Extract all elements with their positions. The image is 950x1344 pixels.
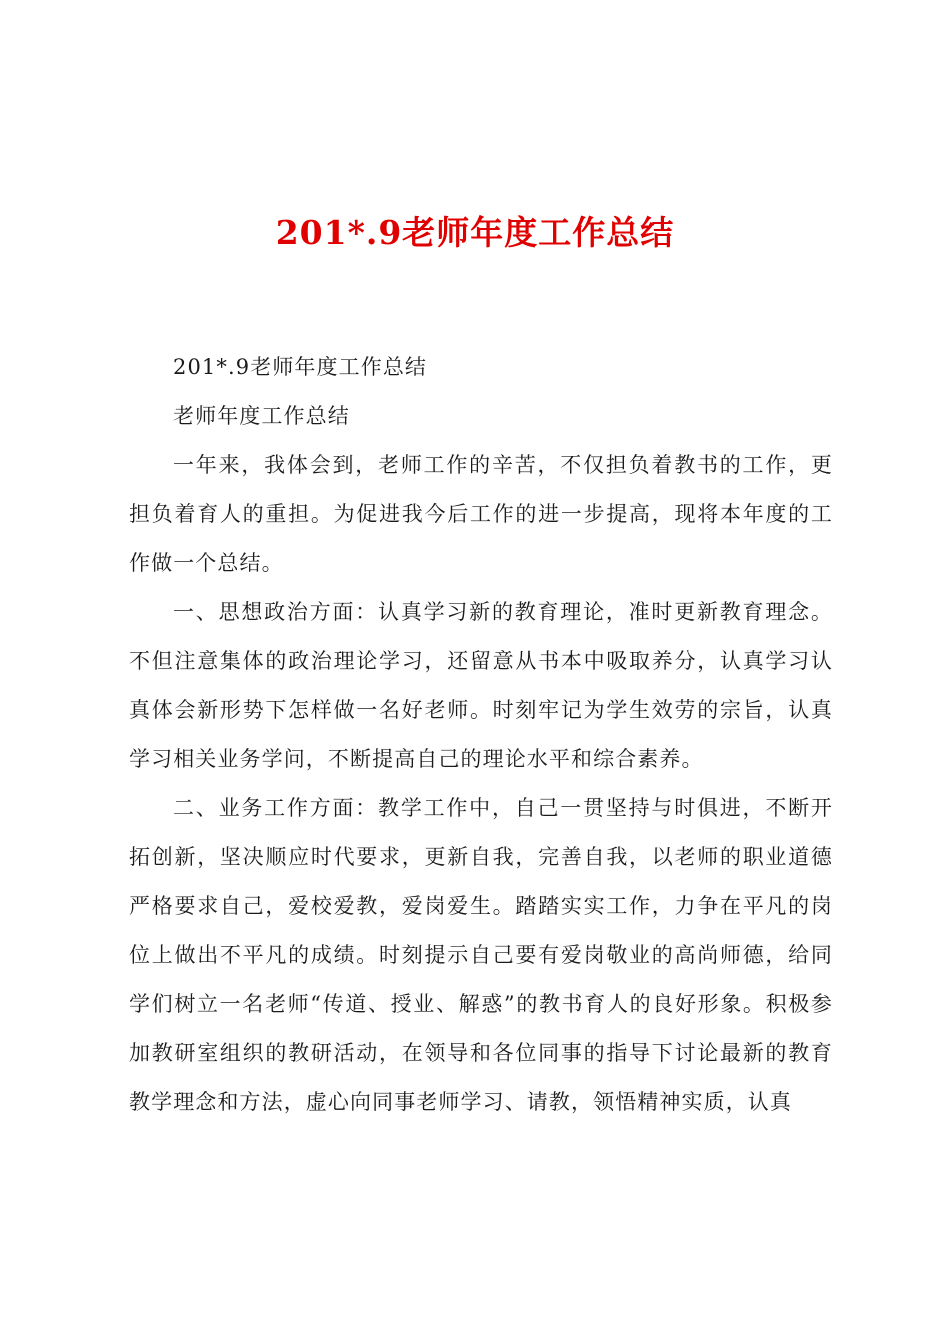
subtitle-line-1: 201*.9老师年度工作总结 — [173, 355, 428, 379]
paragraph-professional: 二、业务工作方面：教学工作中，自己一贯坚持与时俱进，不断开拓创新，坚决顺应时代要求，更新自我，完善自我，以老师的职业道德严格要求自己，爱校爱教，爱岗爱生。踏踏实实工作，力争在平凡的岗位上做出不平凡的成绩。时刻提示自己要有爱岗敬业的高尚师德，给同学们树立一名老师“传道、授业、解惑”的教书育人的良好形象。积极参加教研室组织的教研活动，在领导和各位同事的指导下讨论最新的教育教学理念和方法，虚心向同事老师学习、请教，领悟精神实质，认真 — [129, 796, 833, 1114]
paragraph-intro: 一年来，我体会到，老师工作的辛苦，不仅担负着教书的工作，更担负着育人的重担。为促进我今后工作的进一步提高，现将本年度的工作做一个总结。 — [129, 453, 833, 575]
paragraph-political: 一、思想政治方面：认真学习新的教育理论，准时更新教育理念。不但注意集体的政治理论学习，还留意从书本中吸取养分，认真学习认真体会新形势下怎样做一名好老师。时刻牢记为学生效劳的宗旨，认真学习相关业务学问，不断提高自己的理论水平和综合素养。 — [129, 600, 833, 771]
subtitle-line-2: 老师年度工作总结 — [173, 404, 350, 428]
document-title: 201*.9老师年度工作总结 — [275, 213, 675, 252]
document-body — [129, 343, 833, 1127]
